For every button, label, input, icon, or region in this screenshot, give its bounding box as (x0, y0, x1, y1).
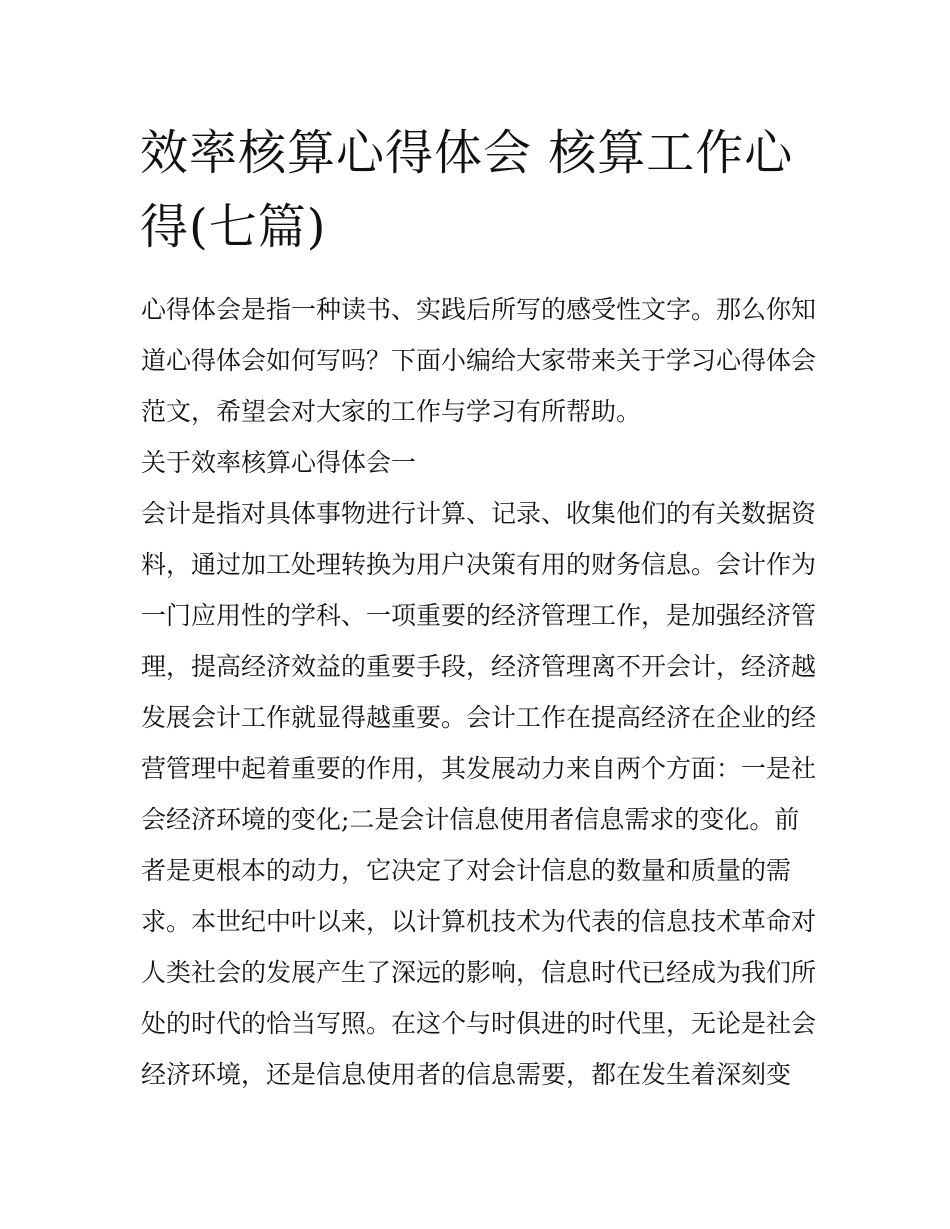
body-line: 料，通过加工处理转换为用户决策有用的财务信息。会计作为 (141, 550, 817, 579)
body-line: 经济环境，还是信息使用者的信息需要，都在发生着深刻变 (141, 1060, 792, 1089)
document-title (140, 116, 840, 264)
section-heading: 关于效率核算心得体会一 (141, 448, 417, 477)
body-line: 会计是指对具体事物进行计算、记录、收集他们的有关数据资 (141, 499, 817, 528)
title-line: 得(七篇) (140, 199, 327, 255)
body-line: 道心得体会如何写吗？下面小编给大家带来关于学习心得体会 (141, 346, 817, 375)
body-line: 一门应用性的学科、一项重要的经济管理工作，是加强经济管 (141, 601, 817, 630)
body-line: 求。本世纪中叶以来，以计算机技术为代表的信息技术革命对 (141, 907, 817, 936)
body-line: 处的时代的恰当写照。在这个与时俱进的时代里，无论是社会 (141, 1009, 817, 1038)
body-line: 者是更根本的动力，它决定了对会计信息的数量和质量的需 (141, 856, 792, 885)
body-line: 营管理中起着重要的作用，其发展动力来自两个方面：一是社 (141, 754, 817, 783)
title-line: 效率核算心得体会 核算工作心 (140, 125, 794, 181)
body-line: 心得体会是指一种读书、实践后所写的感受性文字。那么你知 (141, 295, 817, 324)
document-body (141, 284, 841, 1100)
body-line: 范文，希望会对大家的工作与学习有所帮助。 (141, 397, 642, 426)
body-line: 人类社会的发展产生了深远的影响，信息时代已经成为我们所 (141, 958, 817, 987)
body-line: 会经济环境的变化;二是会计信息使用者信息需求的变化。前 (141, 805, 800, 834)
body-line: 理，提高经济效益的重要手段，经济管理离不开会计，经济越 (141, 652, 817, 681)
body-line: 发展会计工作就显得越重要。会计工作在提高经济在企业的经 (141, 703, 817, 732)
